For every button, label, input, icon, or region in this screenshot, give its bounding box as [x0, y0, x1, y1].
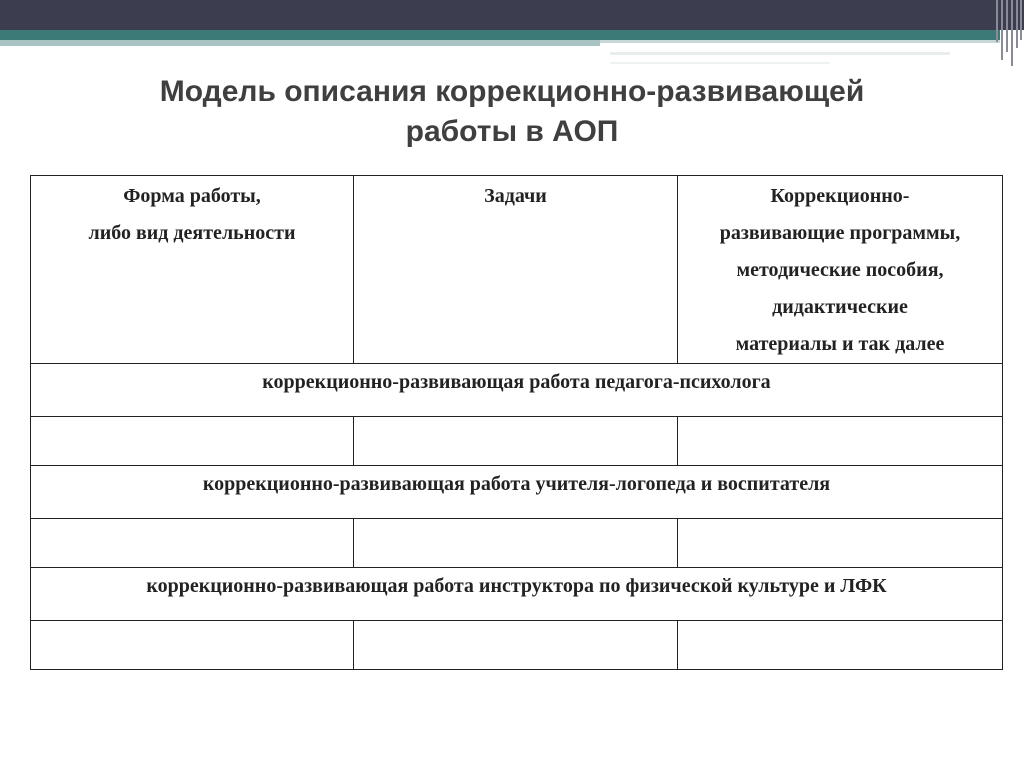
header-text: Коррекционно- [770, 185, 910, 207]
decor-stripe [996, 0, 998, 42]
page-title [60, 72, 964, 152]
top-light-teal-bar [0, 40, 600, 46]
decor-line [610, 52, 950, 55]
table-cell [678, 621, 1003, 670]
decor-stripe [1020, 0, 1022, 40]
header-text: материалы и так далее [735, 333, 945, 355]
table-cell [678, 519, 1003, 568]
decor-stripe [1016, 0, 1018, 48]
table-cell [354, 417, 678, 466]
section-row-psychologist [31, 364, 1003, 417]
table-header-row [31, 176, 1003, 364]
table-cell [678, 417, 1003, 466]
header-text: Форма работы, [123, 185, 261, 207]
header-text: развивающие программы, [719, 222, 961, 244]
table-row [31, 417, 1003, 466]
aop-model-table [30, 175, 1003, 670]
section-row-pe-instructor [31, 568, 1003, 621]
section-cell: коррекционно-развивающая работа педагога-психолога [31, 364, 1003, 417]
table-cell [31, 621, 354, 670]
table-cell [354, 621, 678, 670]
table-cell [354, 519, 678, 568]
decor-stripe [1011, 0, 1013, 66]
header-cell-programs [678, 176, 1003, 364]
top-teal-bar [0, 30, 1000, 40]
table-cell [31, 519, 354, 568]
decor-line [610, 62, 830, 64]
decor-stripe [1001, 0, 1003, 60]
section-row-speech-therapist [31, 466, 1003, 519]
title-line-1: Модель описания коррекционно-развивающей [159, 75, 865, 108]
table-row [31, 519, 1003, 568]
header-text: Задачи [484, 185, 547, 207]
section-cell: коррекционно-развивающая работа учителя-логопеда и воспитателя [31, 466, 1003, 519]
decor-stripe [1006, 0, 1008, 52]
title-line-2: работы в АОП [405, 115, 619, 148]
section-cell: коррекционно-развивающая работа инструктора по физической культуре и ЛФК [31, 568, 1003, 621]
header-text: либо вид деятельности [88, 222, 296, 244]
header-text: дидактические [772, 296, 908, 318]
decor-line [600, 40, 1000, 43]
header-cell-form [31, 176, 354, 364]
header-cell-tasks [354, 176, 678, 364]
table-row [31, 621, 1003, 670]
aop-model-table-wrap [30, 175, 1002, 670]
header-text: методические пособия, [736, 259, 944, 281]
top-dark-bar [0, 0, 1024, 30]
table-cell [31, 417, 354, 466]
